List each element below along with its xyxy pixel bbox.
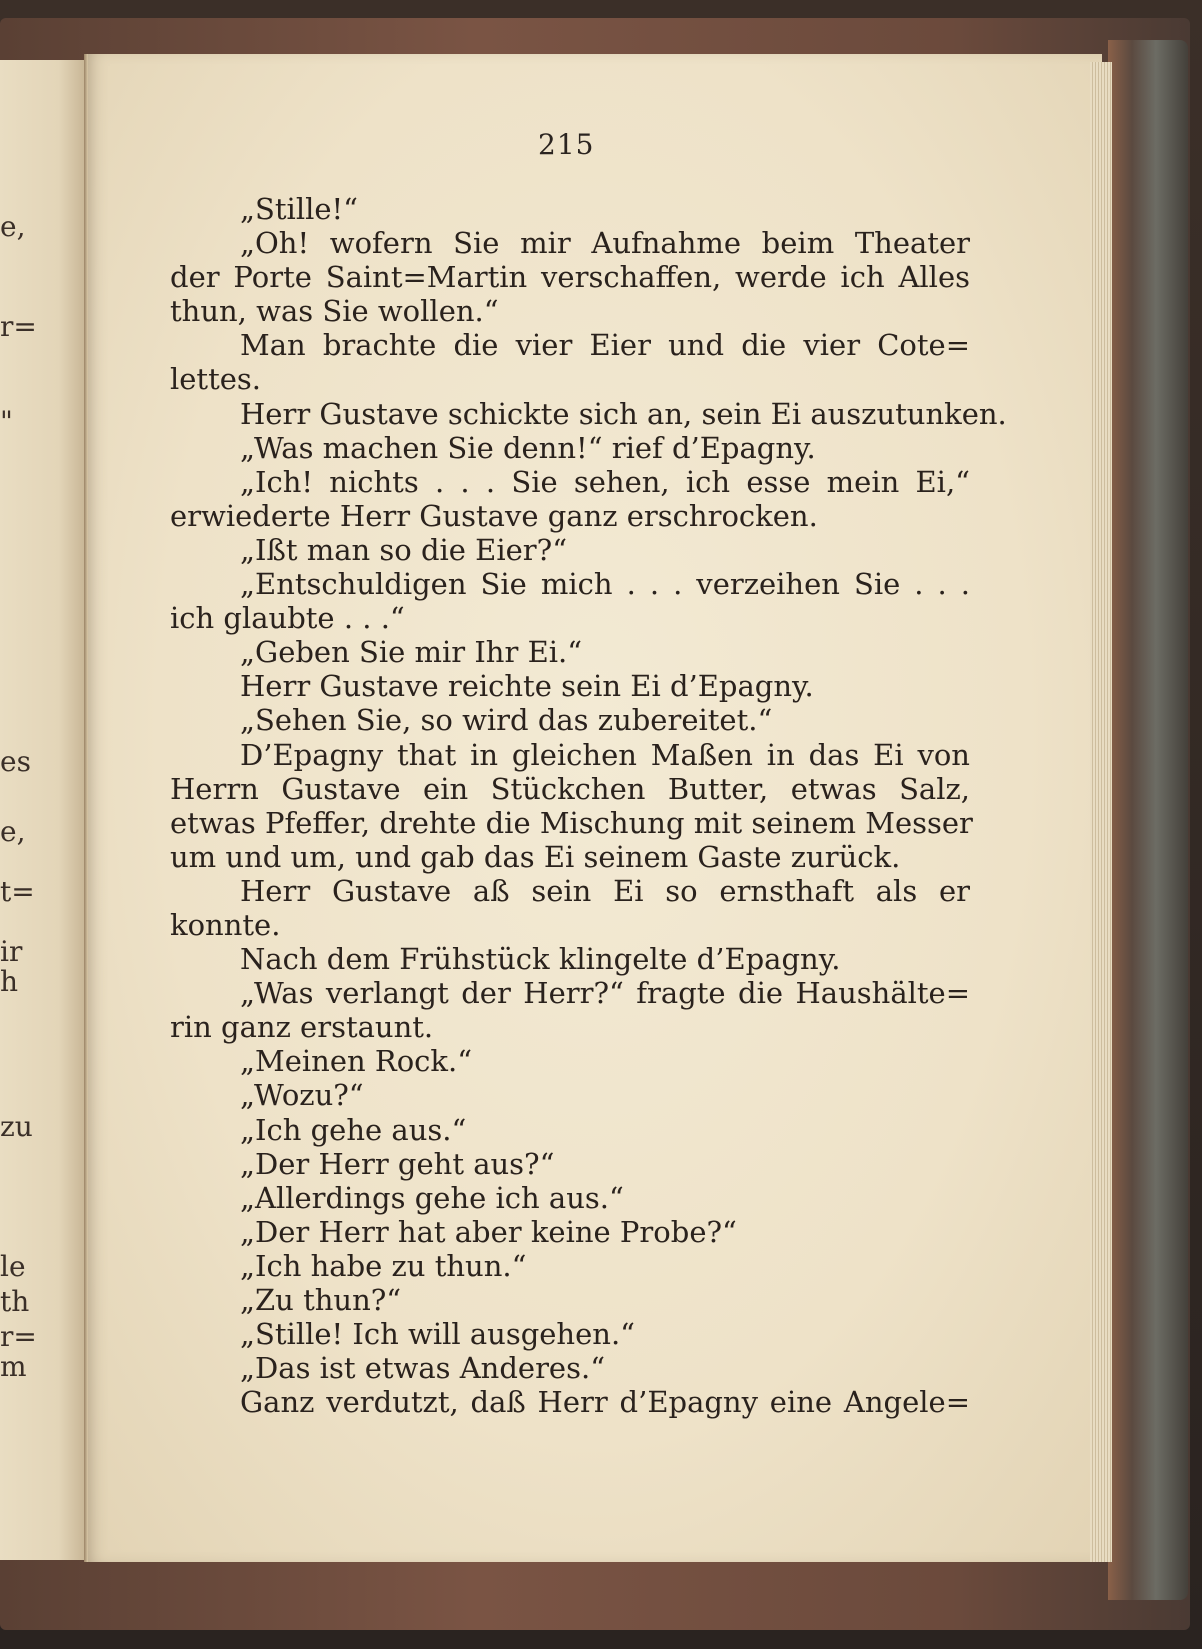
page-number: 215 <box>538 128 595 161</box>
left-page-fragment: e, <box>0 815 26 848</box>
book-binding-edge <box>1108 40 1188 1600</box>
text-line: lettes. <box>170 362 262 397</box>
body-text <box>170 192 1007 1420</box>
left-page-edge <box>0 60 84 1560</box>
left-page-fragment: le <box>0 1250 26 1283</box>
text-line: „Der Herr geht aus?“ <box>240 1146 555 1181</box>
left-page-fragment: t= <box>0 875 35 908</box>
text-line: „Was machen Sie denn!“ rief d’Epagny. <box>240 430 816 465</box>
text-line: „Das ist etwas Anderes.“ <box>240 1351 606 1386</box>
text-line: „Stille!“ <box>240 192 359 226</box>
text-line: „Der Herr hat aber keine Probe?“ <box>240 1214 737 1249</box>
text-line: Herrn Gustave ein Stückchen Butter, etwas Salz, <box>170 771 970 806</box>
text-line: „Allerdings gehe ich aus.“ <box>240 1180 624 1215</box>
text-line: Ganz verdutzt, daß Herr d’Epagny eine Angele= <box>240 1385 970 1420</box>
page-gutter <box>84 54 88 1562</box>
text-line: etwas Pfeffer, drehte die Mischung mit seinem Messer <box>170 805 973 840</box>
text-line: ich glaubte . . .“ <box>170 601 405 636</box>
text-line: thun, was Sie wollen.“ <box>170 294 499 329</box>
text-line: Nach dem Frühstück klingelte d’Epagny. <box>240 942 841 977</box>
text-line: „Entschuldigen Sie mich . . . verzeihen Sie . . . <box>240 567 970 602</box>
text-line: konnte. <box>170 907 281 942</box>
text-line: Man brachte die vier Eier und die vier Cote= <box>240 328 970 363</box>
text-line: „Ich gehe aus.“ <box>240 1112 467 1147</box>
text-line: „Ich! nichts . . . Sie sehen, ich esse mein Ei,“ <box>240 464 970 499</box>
left-page-fragment: m <box>0 1350 27 1383</box>
left-page-fragment: es <box>0 745 31 778</box>
text-line: Herr Gustave aß sein Ei so ernsthaft als er <box>240 873 970 908</box>
text-line: rin ganz erstaunt. <box>170 1010 434 1045</box>
left-page-fragment: " <box>0 405 13 438</box>
left-page-fragment: r= <box>0 1320 37 1353</box>
text-line: „Sehen Sie, so wird das zubereitet.“ <box>240 703 773 738</box>
text-line: um und um, und gab das Ei seinem Gaste zurück. <box>170 839 901 874</box>
left-page-fragment: e, <box>0 210 26 243</box>
text-line: „Oh! wofern Sie mir Aufnahme beim Theater <box>240 226 970 261</box>
text-line: „Meinen Rock.“ <box>240 1044 473 1079</box>
text-line: D’Epagny that in gleichen Maßen in das Ei von <box>240 737 970 772</box>
text-line: Herr Gustave schickte sich an, sein Ei auszutunken. <box>240 396 1007 431</box>
text-line: erwiederte Herr Gustave ganz erschrocken. <box>170 498 818 533</box>
text-line: Herr Gustave reichte sein Ei d’Epagny. <box>240 669 814 704</box>
left-page-fragment: r= <box>0 310 37 343</box>
text-line: „Ißt man so die Eier?“ <box>240 532 568 567</box>
text-line: der Porte Saint=Martin verschaffen, werde ich Alles <box>170 260 970 295</box>
text-line: „Ich habe zu thun.“ <box>240 1248 527 1283</box>
text-line: „Stille! Ich will ausgehen.“ <box>240 1317 635 1352</box>
text-line: „Wozu?“ <box>240 1078 364 1113</box>
text-line: „Zu thun?“ <box>240 1283 402 1317</box>
text-line: „Was verlangt der Herr?“ fragte die Haushälte= <box>240 976 970 1011</box>
text-line: „Geben Sie mir Ihr Ei.“ <box>240 635 583 670</box>
left-page-fragment: th <box>0 1285 30 1318</box>
left-page-fragment: ir <box>0 935 23 968</box>
left-page-fragment: h <box>0 965 19 998</box>
page-stack-edge <box>1090 62 1112 1562</box>
left-page-fragment: zu <box>0 1110 33 1143</box>
